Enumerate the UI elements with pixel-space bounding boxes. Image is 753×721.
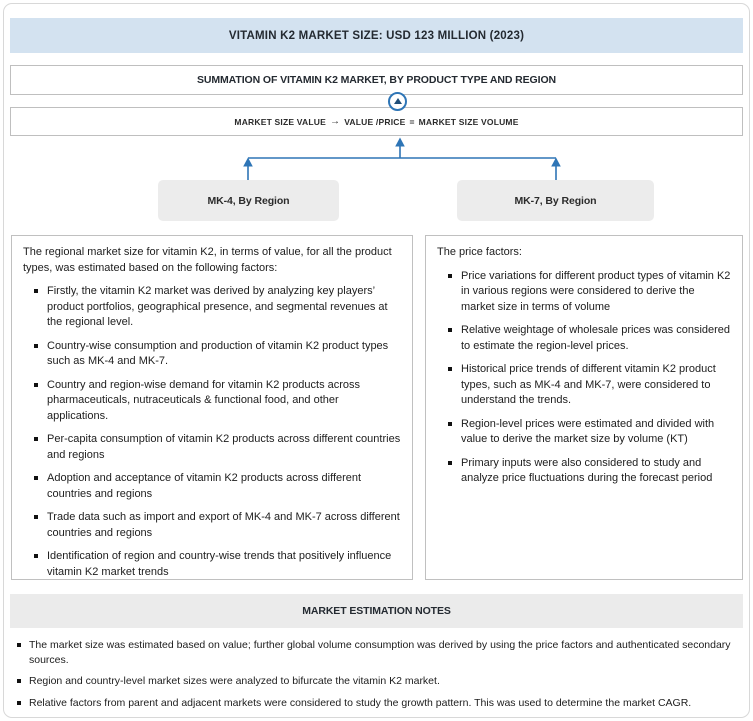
formula-market-size-volume: MARKET SIZE VOLUME — [418, 116, 519, 127]
list-item-text: Firstly, the vitamin K2 market was derived by analyzing key players’ product portfolios, geographical presence, and segmental revenues at the regional level. — [47, 285, 388, 328]
list-item-text: Region and country-level market sizes were analyzed to bifurcate the vitamin K2 market. — [29, 675, 440, 687]
price-factors-list — [448, 269, 731, 487]
branch-box-mk7 — [457, 180, 654, 221]
list-item-text: Adoption and acceptance of vitamin K2 products across different countries and regions — [47, 472, 362, 500]
regional-factors-intro: The regional market size for vitamin K2, in terms of value, for all the product types, was estimated based on the following factors: — [23, 246, 392, 274]
notes-header-label: MARKET ESTIMATION NOTES — [302, 605, 451, 617]
price-factors-panel — [425, 235, 743, 580]
list-item — [17, 638, 743, 667]
summation-bar-label: SUMMATION OF VITAMIN K2 MARKET, BY PRODUCT TYPE AND REGION — [197, 74, 556, 86]
right-arrow-icon: → — [329, 116, 341, 127]
market-size-header — [10, 18, 743, 53]
summation-bar — [10, 65, 743, 95]
branch-box-mk4 — [158, 180, 339, 221]
branch-box-mk4-label: MK-4, By Region — [207, 194, 290, 207]
list-item-text: The market size was estimated based on value; further global volume consumption was derived by using the price factors and authenticated secondary sources. — [29, 639, 731, 666]
list-item-text: Trade data such as import and export of MK-4 and MK-7 across different countries and regions — [47, 511, 400, 539]
flow-connector-arrows — [0, 136, 753, 182]
list-item-text: Relative factors from parent and adjacent markets were considered to study the growth pattern. This was used to determine the market CAGR. — [29, 696, 692, 709]
arrow-up-icon-center — [395, 138, 405, 147]
up-triangle-icon — [394, 98, 402, 104]
list-item — [34, 284, 401, 331]
list-item-text: Historical price trends of different vitamin K2 product types, such as MK-4 and MK-7, were considered to understand the trends. — [461, 363, 716, 406]
list-item — [448, 269, 731, 316]
list-item — [448, 323, 731, 354]
list-item — [34, 510, 401, 541]
list-item — [448, 362, 731, 409]
list-item — [17, 674, 743, 689]
list-item-text: Country-wise consumption and production of vitamin K2 product types such as MK-4 and MK-7. — [47, 339, 389, 367]
formula-market-size-value: MARKET SIZE VALUE — [234, 116, 326, 127]
notes-section — [10, 631, 743, 710]
list-item — [34, 339, 401, 370]
formula-value-price: VALUE /PRICE — [344, 116, 406, 127]
list-item-text: Relative weightage of wholesale prices was considered to estimate the region-level prices. — [461, 324, 731, 352]
arrow-up-icon-right — [551, 158, 561, 167]
regional-factors-list — [34, 284, 401, 580]
list-item-text: Identification of region and country-wise trends that positively influence vitamin K2 market trends — [47, 550, 392, 578]
list-item — [34, 378, 401, 425]
list-item — [448, 456, 731, 487]
list-item — [17, 696, 743, 711]
price-factors-intro: The price factors: — [437, 246, 522, 258]
list-item — [448, 417, 731, 448]
list-item-text: Region-level prices were estimated and divided with value to derive the market size by volume (KT) — [461, 417, 715, 445]
list-item-text: Price variations for different product types of vitamin K2 in various regions were considered to derive the market size in terms of volume — [461, 269, 731, 313]
formula-equals: = — [409, 116, 415, 127]
notes-list — [17, 638, 743, 710]
list-item — [34, 471, 401, 502]
up-triangle-circle-icon — [388, 92, 407, 111]
formula-bar — [10, 107, 743, 136]
arrow-up-icon-left — [243, 158, 253, 167]
market-size-header-label: VITAMIN K2 MARKET SIZE: USD 123 MILLION (2023) — [228, 29, 525, 42]
list-item — [34, 432, 401, 463]
list-item-text: Primary inputs were also considered to study and analyze price fluctuations during the forecast period — [461, 456, 713, 484]
list-item-text: Per-capita consumption of vitamin K2 products across different countries and regions — [47, 433, 401, 461]
list-item-text: Country and region-wise demand for vitamin K2 products across pharmaceuticals, nutraceuticals & functional food, and other applications. — [47, 378, 361, 422]
list-item — [34, 549, 401, 580]
notes-header — [10, 594, 743, 628]
branch-box-mk7-label: MK-7, By Region — [514, 194, 597, 207]
regional-factors-panel — [11, 235, 413, 580]
